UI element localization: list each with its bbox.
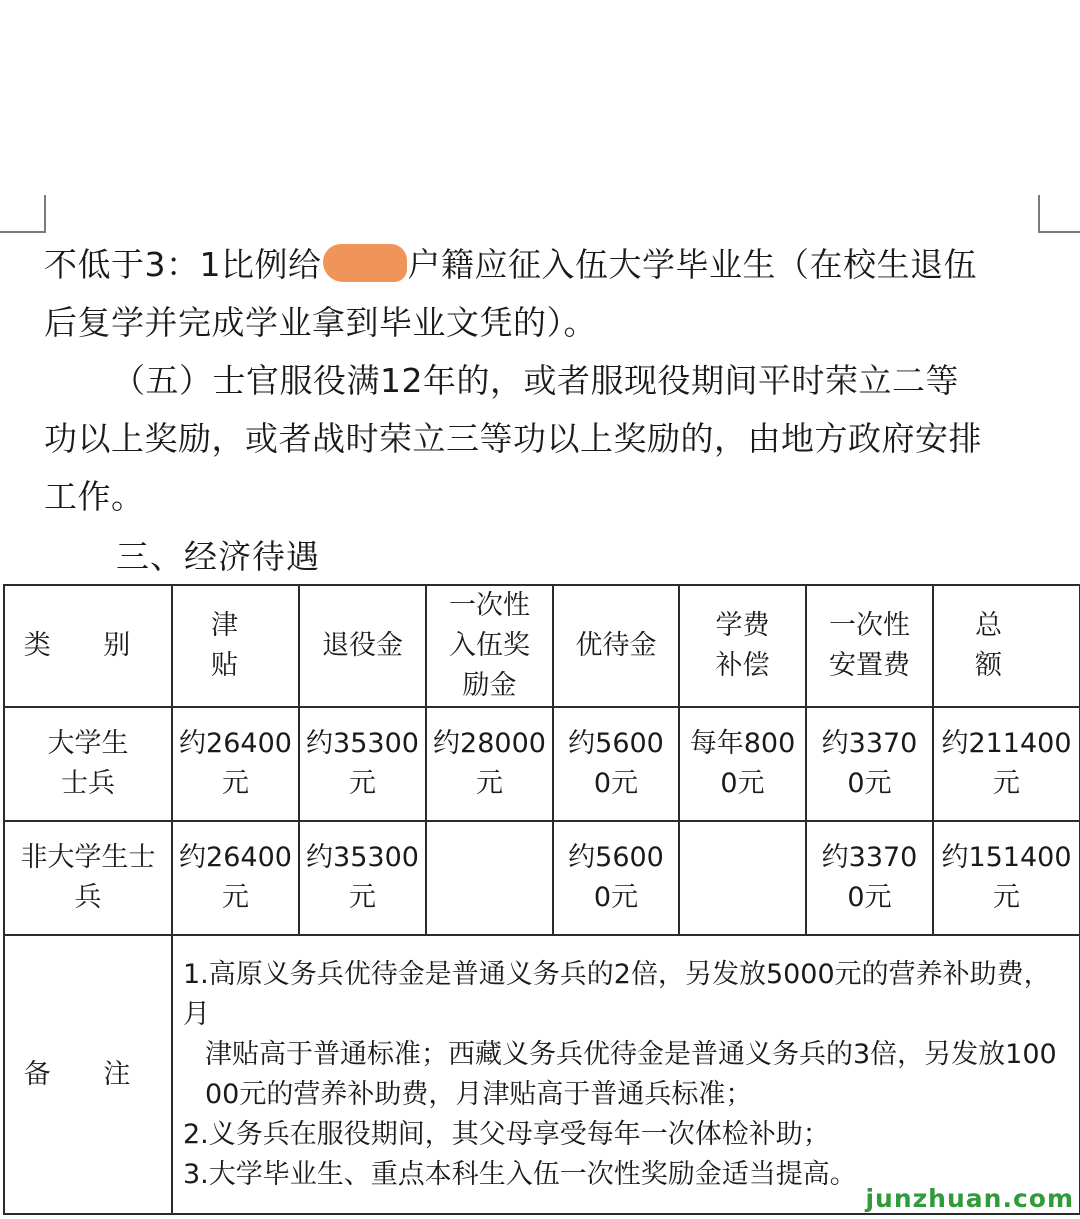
- cell-category: 大学生士兵: [4, 707, 172, 821]
- notes-content: [172, 935, 1080, 1214]
- note-item: 1.高原义务兵优待金是普通义务兵的2倍，另发放5000元的营养补助费，月: [183, 958, 1051, 1030]
- table-row: [4, 707, 1080, 821]
- cell-placement: 约33700元: [806, 821, 933, 935]
- header-category: 类 别: [4, 585, 172, 707]
- notes-row: [4, 935, 1080, 1214]
- section-heading: 三、经济待遇: [116, 537, 320, 576]
- site-watermark: junzhuan.com: [865, 1184, 1074, 1213]
- cell-tuition: [679, 821, 806, 935]
- header-enlist-bonus: 一次性入伍奖励金: [426, 585, 553, 707]
- cell-retirement: 约35300元: [299, 821, 426, 935]
- paragraph-line-5: 工作。: [44, 477, 145, 516]
- paragraph-line-4: 功以上奖励，或者战时荣立三等功以上奖励的，由地方政府安排: [44, 419, 982, 458]
- header-allowance: 津 贴: [172, 585, 299, 707]
- cell-retirement: 约35300元: [299, 707, 426, 821]
- paragraph-line-3: （五）士官服役满12年的，或者服现役期间平时荣立二等: [112, 361, 959, 400]
- note-item-continued: 00元的营养补助费，月津贴高于普通兵标准；: [205, 1078, 753, 1110]
- page-corner-mark-left: [0, 195, 46, 233]
- notes-label: 备 注: [4, 935, 172, 1214]
- cell-allowance: 约26400元: [172, 707, 299, 821]
- cell-preferential: 约56000元: [553, 821, 679, 935]
- paragraph-line-1: [44, 236, 977, 294]
- cell-preferential: 约56000元: [553, 707, 679, 821]
- paragraph-line-2: 后复学并完成学业拿到毕业文凭的）。: [44, 303, 597, 342]
- page-corner-mark-right: [1038, 195, 1080, 233]
- header-placement: 一次性安置费: [806, 585, 933, 707]
- paragraph-text: 不低于3：1比例给: [44, 245, 322, 284]
- paragraph-text: 户籍应征入伍大学毕业生（在校生退伍: [407, 245, 977, 284]
- header-preferential: 优待金: [553, 585, 679, 707]
- cell-total: 约211400元: [933, 707, 1080, 821]
- note-item-continued: 津贴高于普通标准；西藏义务兵优待金是普通义务兵的3倍，另发放100: [205, 1038, 1057, 1070]
- benefits-table: [3, 584, 1080, 1215]
- note-item: 3.大学毕业生、重点本科生入伍一次性奖励金适当提高。: [183, 1158, 857, 1190]
- table-row: [4, 821, 1080, 935]
- cell-allowance: 约26400元: [172, 821, 299, 935]
- redaction-blot: [323, 244, 407, 282]
- cell-total: 约151400元: [933, 821, 1080, 935]
- cell-placement: 约33700元: [806, 707, 933, 821]
- cell-category: 非大学生士兵: [4, 821, 172, 935]
- cell-enlist-bonus: 约28000元: [426, 707, 553, 821]
- header-retirement: 退役金: [299, 585, 426, 707]
- cell-tuition: 每年8000元: [679, 707, 806, 821]
- header-total: 总 额: [933, 585, 1080, 707]
- header-tuition: 学费补偿: [679, 585, 806, 707]
- table-header-row: [4, 585, 1080, 707]
- cell-enlist-bonus: [426, 821, 553, 935]
- note-item: 2.义务兵在服役期间，其父母享受每年一次体检补助；: [183, 1118, 830, 1150]
